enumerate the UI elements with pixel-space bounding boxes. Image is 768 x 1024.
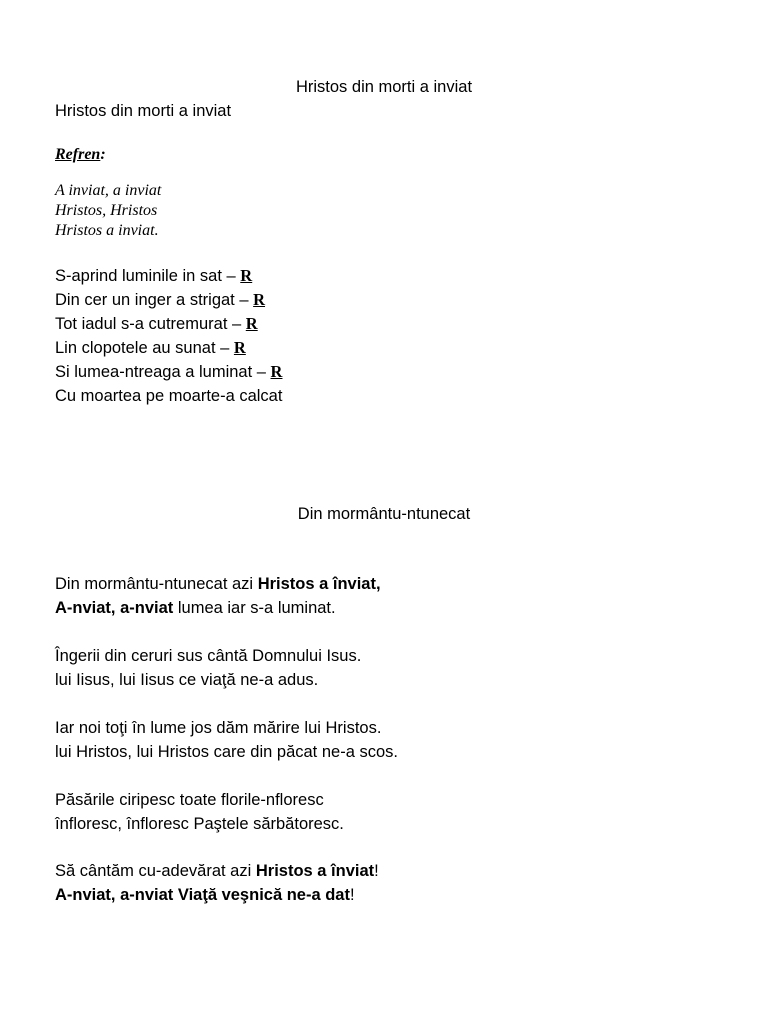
stanza-line: Păsările ciripesc toate florile-nfloresc — [55, 791, 324, 809]
refren-label — [55, 142, 745, 167]
verse-text: Tot iadul s-a cutremurat — [55, 315, 228, 333]
stanza-text: Din mormântu-ntunecat azi — [55, 575, 258, 593]
song2-stanza-3 — [55, 716, 745, 764]
stanza-line: lui Iisus, lui Iisus ce viaţă ne-a adus. — [55, 671, 319, 689]
verse-dash: – — [252, 363, 271, 381]
stanza-text: Să cântăm cu-adevărat azi — [55, 862, 256, 880]
stanza-line: lui Hristos, lui Hristos care din păcat ne-a scos. — [55, 743, 398, 761]
verse-dash: – — [234, 291, 254, 309]
verse-line — [55, 312, 745, 336]
refren-lines — [55, 181, 745, 241]
stanza-line: înfloresc, înfloresc Paştele sărbătoresc. — [55, 815, 344, 833]
stanza-bold-text: Hristos a înviat — [255, 862, 375, 880]
stanza-line: Iar noi toţi în lume jos dăm mărire lui Hristos. — [55, 719, 382, 737]
verse-dash: – — [227, 315, 246, 333]
stanza-text: ! — [374, 862, 379, 880]
stanza-bold-text: Hristos a înviat, — [257, 575, 381, 593]
verse-text: S-aprind luminile in sat — [55, 267, 222, 285]
stanza-line — [55, 596, 745, 620]
song2-heading: Din mormântu-ntunecat — [297, 505, 471, 523]
verse-line — [55, 288, 745, 312]
refren-line: Hristos, Hristos — [55, 202, 158, 219]
stanza-text: ! — [349, 886, 355, 904]
refrain-marker: R — [240, 266, 253, 285]
refren-line: Hristos a inviat. — [55, 222, 159, 239]
refrain-marker: R — [253, 290, 266, 309]
stanza-line — [55, 859, 745, 883]
refren-line: A inviat, a inviat — [55, 182, 162, 199]
verse-text: Din cer un inger a strigat — [55, 291, 235, 309]
stanza-text: lumea iar s-a luminat. — [173, 599, 336, 617]
stanza-bold-text: A-nviat, a-nviat — [55, 599, 174, 617]
verse-line — [55, 264, 745, 288]
verse-dash: – — [221, 267, 241, 285]
stanza-bold-text: A-nviat, a-nviat Viaţă veşnică ne-a dat — [55, 886, 350, 904]
verse-dash: – — [215, 339, 234, 357]
verse-line-last: Cu moartea pe moarte-a calcat — [55, 387, 283, 405]
stanza-line: Îngerii din ceruri sus cântă Domnului Isus. — [55, 647, 362, 665]
refrain-marker: R — [233, 338, 246, 357]
song2-stanza-1 — [55, 572, 745, 620]
song2-stanza-2 — [55, 644, 745, 692]
verse-line — [55, 360, 745, 384]
song1-heading: Hristos din morti a inviat — [295, 78, 473, 96]
song2-stanza-4 — [55, 788, 745, 836]
stanza-line — [55, 883, 745, 907]
stanza-line — [55, 572, 745, 596]
refren-label-text — [55, 146, 106, 163]
refren-colon: : — [100, 146, 106, 163]
verse-text: Si lumea-ntreaga a luminat — [55, 363, 253, 381]
refren-word: Refren — [55, 146, 101, 163]
song1-verses — [55, 264, 745, 408]
refrain-marker: R — [270, 362, 283, 381]
verse-line — [55, 336, 745, 360]
verse-text: Lin clopotele au sunat — [55, 339, 216, 357]
song2-stanza-5 — [55, 859, 745, 907]
refrain-marker: R — [245, 314, 258, 333]
song1-subtitle-text: Hristos din morti a inviat — [55, 102, 232, 120]
song1-subtitle — [55, 99, 745, 123]
